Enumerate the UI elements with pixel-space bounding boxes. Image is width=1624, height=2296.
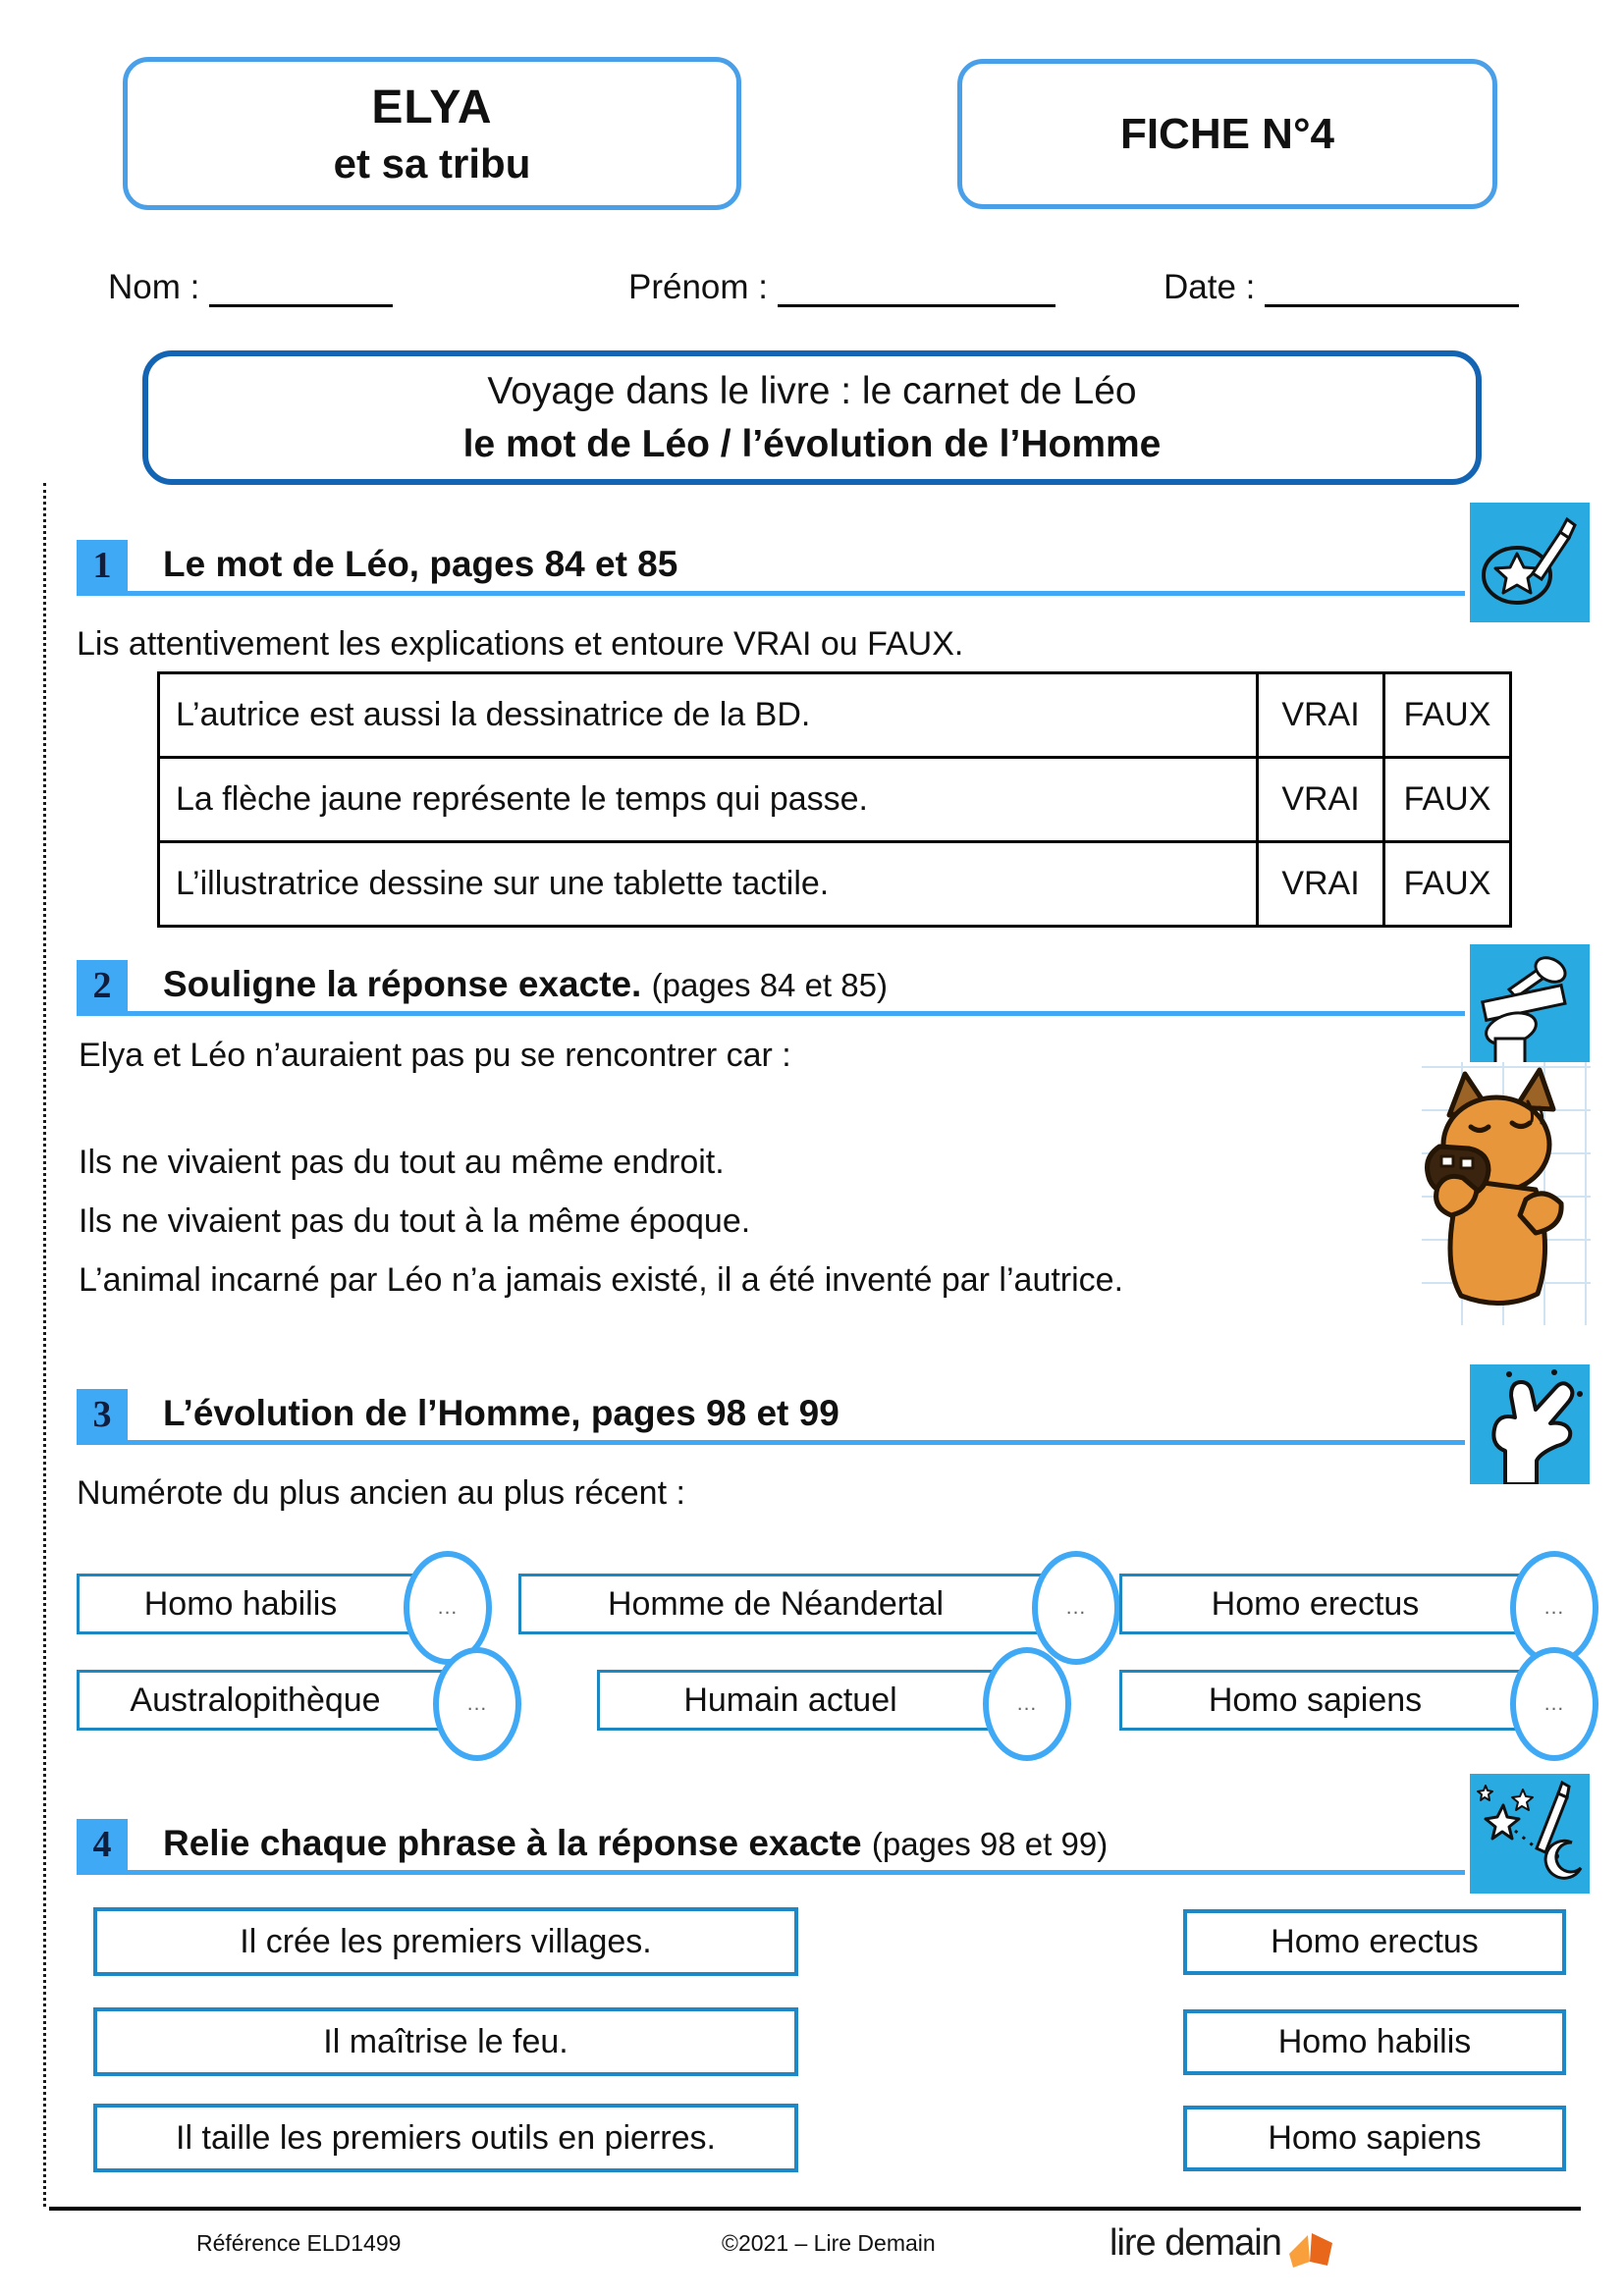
answer-placeholder: ... <box>1016 1692 1038 1715</box>
brand-subtitle: et sa tribu <box>333 139 531 187</box>
species-label: Homo erectus <box>1211 1584 1420 1623</box>
section1-title: Le mot de Léo, pages 84 et 85 <box>163 544 678 584</box>
species-answer-box[interactable] <box>1183 2009 1566 2075</box>
species-answer-box[interactable] <box>1183 1909 1566 1975</box>
vrai-cell[interactable]: VRAI <box>1258 673 1384 758</box>
prenom-field[interactable] <box>778 267 1056 307</box>
ruler-pencil-hands-icon <box>1470 944 1590 1064</box>
vrai-cell[interactable]: VRAI <box>1258 758 1384 842</box>
date-label: Date : <box>1164 268 1256 306</box>
species-box <box>1119 1574 1566 1634</box>
section1-badge: 1 <box>77 540 128 591</box>
answer-placeholder: ... <box>1543 1596 1565 1619</box>
nom-group <box>108 267 393 307</box>
publisher-logo-icon <box>1285 2226 1334 2269</box>
fiche-number: FICHE N°4 <box>1119 109 1335 158</box>
section4-title <box>163 1823 1108 1864</box>
date-field[interactable] <box>1265 267 1519 307</box>
faux-cell[interactable]: FAUX <box>1384 842 1511 927</box>
brand-title: ELYA <box>371 80 493 133</box>
answer-option[interactable]: Ils ne vivaient pas du tout au même endroit. <box>79 1144 725 1181</box>
footer-copyright: ©2021 – Lire Demain <box>722 2230 936 2256</box>
statement-cell: La flèche jaune représente le temps qui passe. <box>159 758 1258 842</box>
section2-title-text: Souligne la réponse exacte. <box>163 964 642 1004</box>
footer-divider <box>49 2207 1581 2211</box>
answer-placeholder: ... <box>1065 1596 1087 1619</box>
answer-option[interactable]: Ils ne vivaient pas du tout à la même époque. <box>79 1202 751 1240</box>
brand-box <box>123 57 741 210</box>
date-group <box>1164 267 1519 307</box>
connect-stars-pen-icon <box>1470 1774 1590 1894</box>
species-label: Homo sapiens <box>1208 1681 1423 1719</box>
species-label: Homme de Néandertal <box>607 1584 945 1623</box>
faux-cell[interactable]: FAUX <box>1384 673 1511 758</box>
species-answer-label: Homo erectus <box>1271 1923 1479 1960</box>
answer-placeholder: ... <box>437 1596 459 1619</box>
section2-pages: (pages 84 et 85) <box>651 967 888 1003</box>
section4-header <box>77 1814 1465 1875</box>
species-box <box>1119 1670 1566 1731</box>
worksheet-title-frame <box>142 350 1482 485</box>
species-label: Australopithèque <box>130 1681 381 1719</box>
section2-badge: 2 <box>77 960 128 1011</box>
phrase-box[interactable] <box>93 1907 798 1976</box>
prenom-group <box>628 267 1056 307</box>
circle-star-pen-icon <box>1470 503 1590 622</box>
species-box <box>597 1670 1039 1731</box>
phrase-label: Il crée les premiers villages. <box>240 1922 652 1960</box>
section3-title: L’évolution de l’Homme, pages 98 et 99 <box>163 1393 839 1433</box>
margin-dotted-line <box>43 483 46 2207</box>
phrase-box[interactable] <box>93 2007 798 2076</box>
species-answer-box[interactable] <box>1183 2106 1566 2171</box>
species-label: Humain actuel <box>683 1681 897 1719</box>
nom-label: Nom : <box>108 268 200 306</box>
prenom-label: Prénom : <box>628 268 768 306</box>
species-answer-label: Homo habilis <box>1277 2023 1472 2060</box>
section2-intro: Elya et Léo n’auraient pas pu se rencontrer car : <box>79 1037 791 1074</box>
footer-reference: Référence ELD1499 <box>196 2230 402 2256</box>
phrase-box[interactable] <box>93 2104 798 2172</box>
statement-cell: L’autrice est aussi la dessinatrice de la BD. <box>159 673 1258 758</box>
publisher-logo <box>1110 2216 1334 2269</box>
vrai-faux-table <box>157 671 1512 928</box>
worksheet-title-line1: Voyage dans le livre : le carnet de Léo <box>487 369 1137 412</box>
fox-mascot <box>1422 1062 1591 1325</box>
statement-cell: L’illustratrice dessine sur une tablette tactile. <box>159 842 1258 927</box>
vrai-cell[interactable]: VRAI <box>1258 842 1384 927</box>
section3-instruction: Numérote du plus ancien au plus récent : <box>77 1474 685 1512</box>
section4-pages: (pages 98 et 99) <box>871 1826 1109 1862</box>
species-answer-label: Homo sapiens <box>1268 2119 1482 2157</box>
answer-circle[interactable] <box>1510 1647 1598 1761</box>
section3-badge: 3 <box>77 1389 128 1440</box>
answer-placeholder: ... <box>466 1692 488 1715</box>
section1-instruction: Lis attentivement les explications et entoure VRAI ou FAUX. <box>77 625 964 663</box>
section2-header <box>77 955 1465 1016</box>
publisher-logo-text: lire demain <box>1110 2221 1281 2264</box>
species-box <box>77 1574 460 1634</box>
answer-option[interactable]: L’animal incarné par Léo n’a jamais existé, il a été inventé par l’autrice. <box>79 1261 1124 1299</box>
section2-title <box>163 964 888 1005</box>
phrase-label: Il taille les premiers outils en pierres. <box>176 2118 716 2157</box>
species-box <box>77 1670 489 1731</box>
fox-mascot-card <box>1422 1062 1591 1325</box>
answer-circle[interactable] <box>1032 1551 1120 1665</box>
fiche-box <box>957 59 1497 209</box>
section4-title-text: Relie chaque phrase à la réponse exacte <box>163 1823 862 1863</box>
faux-cell[interactable]: FAUX <box>1384 758 1511 842</box>
species-box <box>518 1574 1088 1634</box>
section3-header <box>77 1384 1465 1445</box>
phrase-label: Il maîtrise le feu. <box>323 2022 568 2060</box>
answer-circle[interactable] <box>983 1647 1071 1761</box>
table-row <box>159 673 1511 758</box>
answer-circle[interactable] <box>433 1647 521 1761</box>
counting-hand-icon <box>1470 1364 1590 1484</box>
table-row <box>159 758 1511 842</box>
worksheet-title-line2: le mot de Léo / l’évolution de l’Homme <box>462 422 1162 465</box>
section1-header <box>77 535 1465 596</box>
table-row <box>159 842 1511 927</box>
species-label: Homo habilis <box>143 1584 338 1623</box>
answer-placeholder: ... <box>1543 1692 1565 1715</box>
nom-field[interactable] <box>209 267 393 307</box>
section4-badge: 4 <box>77 1819 128 1870</box>
